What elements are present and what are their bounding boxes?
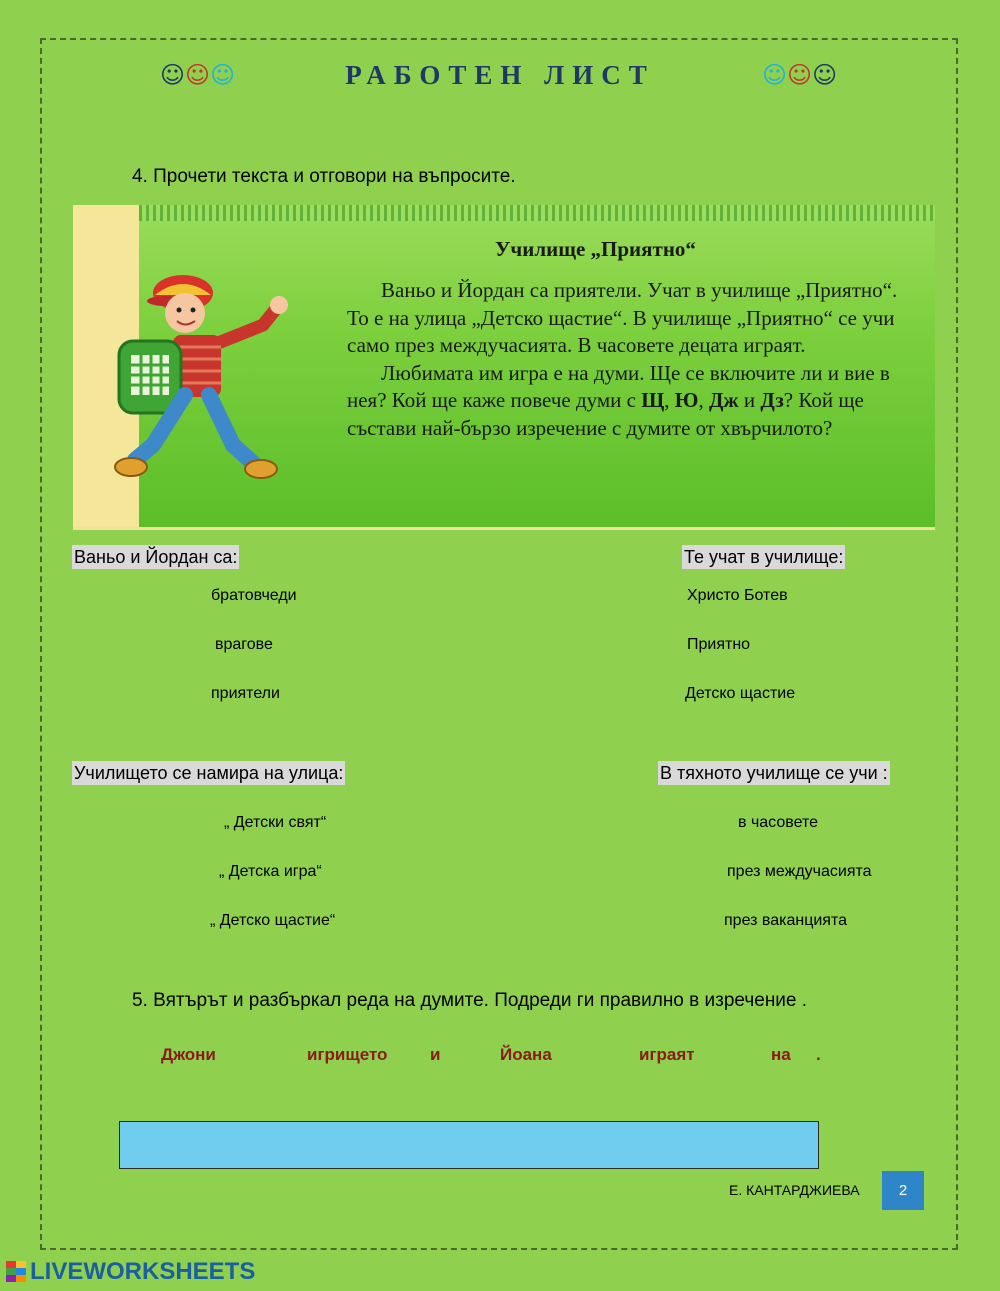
letter-dz: Дз: [760, 388, 784, 413]
word-yoana[interactable]: Йоана: [500, 1045, 552, 1064]
letter-dzh: Дж: [708, 388, 739, 413]
smiley-icon: ☺: [762, 61, 788, 89]
option-friends[interactable]: приятели: [211, 685, 280, 702]
letters-separator: и: [738, 388, 761, 413]
option-detsko-shtastie[interactable]: Детско щастие: [685, 685, 796, 702]
smiley-icon: ☺: [210, 61, 236, 89]
story-paragraph-2-start: Любимата им игра е на думи. Ще се включите ли и вие в нея? Кой ще каже повече думи с: [347, 360, 890, 413]
story-paragraph-1: Ваньо и Йордан са приятели. Учат в училище „Приятно“. То е на улица „Детско щастие“. В училище „Приятно“ се учи само през междучасията. В часовете децата играят.: [347, 278, 898, 358]
word-na[interactable]: на: [771, 1045, 791, 1064]
option-during-holidays[interactable]: през ваканцията: [724, 912, 848, 929]
word-igrishteto[interactable]: игрището: [307, 1045, 388, 1064]
option-priyatno[interactable]: Приятно: [687, 636, 751, 653]
grass-border: [139, 205, 935, 221]
story-illustration: [73, 205, 935, 530]
story-title: Училище „Приятно“: [495, 237, 696, 261]
question-study-time-label: В тяхното училище се учи :: [660, 763, 888, 783]
page-number: 2: [882, 1171, 924, 1210]
word-i[interactable]: и: [430, 1045, 441, 1064]
smiley-icon: ☺: [160, 61, 186, 89]
story-paragraph-2-end: ? Кой ще състави най-бързо изречение с думите от хвърчилото?: [347, 388, 864, 440]
task-4-instruction: 4. Прочети текста и отговори на въпросите.: [132, 166, 516, 187]
option-detski-svyat[interactable]: „ Детски свят“: [224, 814, 327, 831]
option-enemies[interactable]: врагове: [215, 636, 273, 653]
smiley-group-right: [762, 61, 837, 89]
letter-yu: Ю: [674, 388, 699, 413]
question-street-label: Училището се намира на улица:: [74, 763, 344, 783]
story-paragraph-2: [347, 360, 917, 443]
boy-with-backpack-illustration: [113, 255, 303, 495]
word-period[interactable]: .: [816, 1045, 821, 1064]
option-cousins[interactable]: братовчеди: [211, 587, 297, 604]
sentence-answer-field[interactable]: [119, 1121, 819, 1169]
letters-separator: ,: [698, 388, 709, 413]
word-igrayat[interactable]: играят: [639, 1045, 695, 1064]
page-title: РАБОТЕН ЛИСТ: [345, 60, 655, 90]
option-during-breaks[interactable]: през междучасията: [727, 863, 872, 880]
question-school-label: Те учат в училище:: [684, 547, 844, 567]
word-dzhoni[interactable]: Джони: [161, 1045, 216, 1064]
option-detska-igra[interactable]: „ Детска игра“: [219, 863, 322, 880]
liveworksheets-icon: [6, 1261, 26, 1283]
question-friends-label: Ваньо и Йордан са:: [74, 547, 238, 567]
letter-sh-t: Щ: [641, 388, 665, 413]
task-5-instruction: 5. Вятърът и разбъркал реда на думите. Подреди ги правилно в изречение .: [132, 990, 808, 1011]
option-during-classes[interactable]: в часовете: [738, 814, 818, 831]
smiley-icon: ☺: [185, 61, 211, 89]
story-text: [347, 277, 917, 443]
letters-separator: ,: [664, 388, 675, 413]
smiley-icon: ☺: [812, 61, 838, 89]
option-hristo-botev[interactable]: Христо Ботев: [687, 587, 788, 604]
author-name: Е. КАНТАРДЖИЕВА: [729, 1182, 860, 1198]
smiley-icon: ☺: [787, 61, 813, 89]
option-detsko-shtastie-street[interactable]: „ Детско щастие“: [210, 912, 336, 929]
smiley-group-left: [160, 61, 235, 89]
liveworksheets-wordmark: LIVEWORKSHEETS: [30, 1258, 256, 1285]
